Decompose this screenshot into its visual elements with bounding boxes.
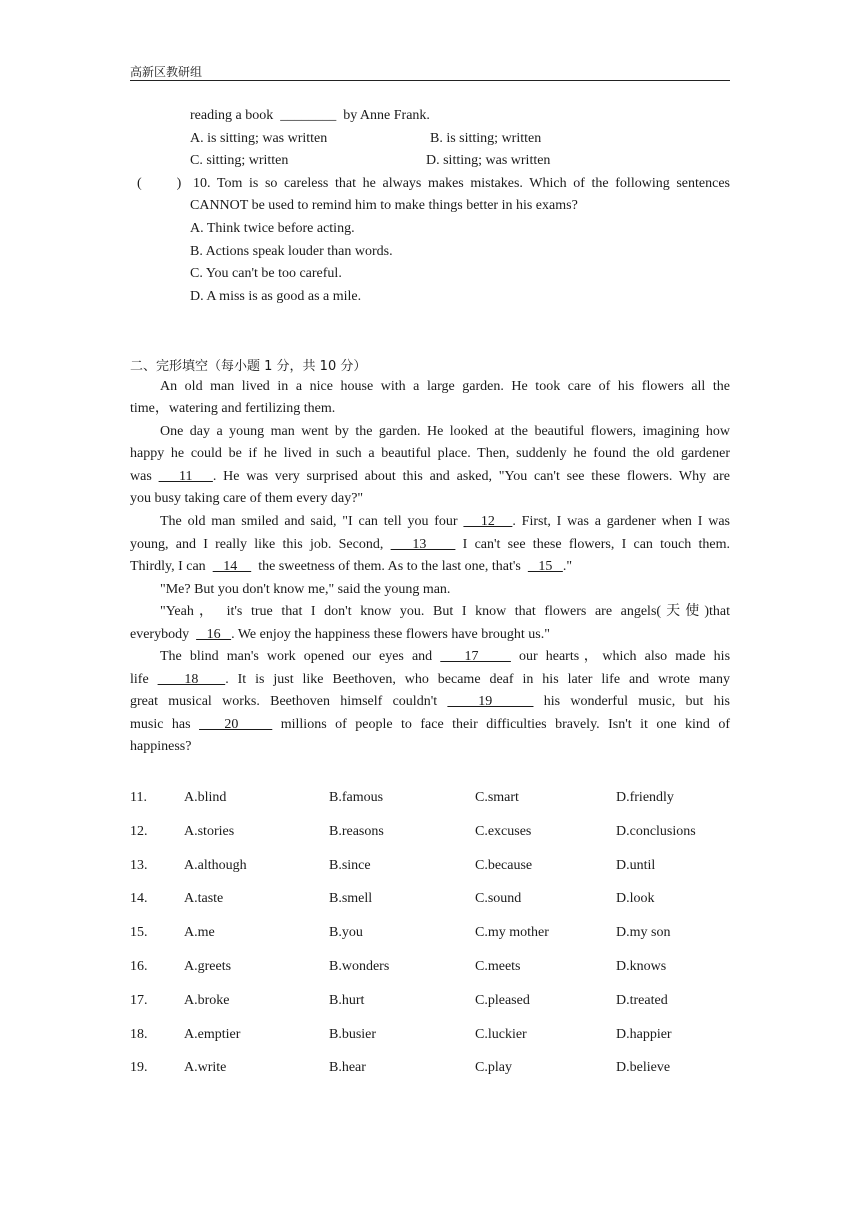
passage-text: I can't see these flowers, I can touch them. — [462, 537, 731, 552]
q9-option-d: D. sitting; was written — [426, 153, 551, 168]
choice-option-a: A.greets — [184, 959, 232, 974]
blank-11: 11 — [158, 469, 213, 484]
blank-18: 18 — [157, 672, 226, 687]
passage-text: everybody — [130, 627, 190, 642]
passage-line: "Me? But you don't know me," said the young man. — [160, 582, 451, 597]
choice-option-a: A.emptier — [184, 1027, 241, 1042]
passage-line — [160, 649, 730, 665]
choice-option-c: C.meets — [475, 959, 521, 974]
choice-option-b: B.reasons — [329, 824, 384, 839]
passage-text: ." — [562, 559, 573, 574]
choice-option-c: C.play — [475, 1060, 512, 1075]
passage-line — [130, 717, 730, 733]
choice-number: 18. — [130, 1027, 148, 1042]
passage-text: his wonderful music, but his — [543, 694, 731, 709]
passage-line — [130, 537, 730, 553]
passage-text: Thirdly, I can — [130, 559, 206, 574]
passage-text: . It is just like Beethoven, who became deaf in his later life and wrote many — [225, 672, 731, 687]
choice-option-d: D.conclusions — [616, 824, 696, 839]
choice-option-a: A.although — [184, 858, 247, 873]
blank-15: 15 — [527, 559, 563, 574]
passage-line — [130, 559, 572, 575]
page-header — [130, 62, 730, 81]
blank-12: 12 — [463, 514, 513, 529]
choice-option-a: A.me — [184, 925, 215, 940]
choice-option-d: D.believe — [616, 1060, 671, 1075]
choice-option-d: D.treated — [616, 993, 668, 1008]
choice-option-d: D.my son — [616, 925, 671, 940]
passage-text: . He was very surprised about this and asked, "You can't see these flowers. Why are — [212, 469, 731, 484]
choice-option-d: D.friendly — [616, 790, 674, 805]
choice-option-a: A.stories — [184, 824, 235, 839]
choice-option-b: B.busier — [329, 1027, 377, 1042]
passage-line — [160, 514, 730, 530]
header-title: 高新区教研组 — [130, 65, 203, 79]
blank-13: 13 — [390, 537, 456, 552]
passage-line: An old man lived in a nice house with a large garden. He took care of his flowers all the — [160, 379, 730, 394]
choice-option-a: A.taste — [184, 891, 224, 906]
choice-option-c: C.because — [475, 858, 533, 873]
passage-text: The old man smiled and said, "I can tell you four — [160, 514, 458, 529]
choice-number: 14. — [130, 891, 148, 906]
passage-text: life — [130, 672, 149, 687]
passage-line: you busy taking care of them every day?" — [130, 491, 364, 506]
choice-option-c: C.pleased — [475, 993, 530, 1008]
choice-option-d: D.look — [616, 891, 655, 906]
choice-option-a: A.blind — [184, 790, 227, 805]
passage-line — [130, 627, 550, 643]
blank-17: 17 — [440, 649, 511, 664]
passage-line: happiness? — [130, 739, 192, 754]
q9-stem-a: reading a book — [190, 108, 274, 123]
choice-number: 13. — [130, 858, 148, 873]
q10-option-c: C. You can't be too careful. — [190, 266, 342, 281]
choice-number: 15. — [130, 925, 148, 940]
passage-line — [130, 672, 730, 688]
choice-option-b: B.you — [329, 925, 363, 940]
choice-option-c: C.excuses — [475, 824, 532, 839]
blank-20: 20 — [199, 717, 273, 732]
passage-line: "Yeah， it's true that I don't know you. But I know that flowers are angels(天使)that — [160, 604, 730, 619]
passage-text: our hearts，which also made his — [518, 649, 731, 664]
choice-option-b: B.smell — [329, 891, 373, 906]
choice-option-a: A.broke — [184, 993, 230, 1008]
choice-option-b: B.famous — [329, 790, 384, 805]
q9-stem-b: by Anne Frank. — [343, 108, 430, 123]
choice-number: 17. — [130, 993, 148, 1008]
passage-text: great musical works. Beethoven himself couldn't — [130, 694, 438, 709]
passage-line — [130, 694, 730, 710]
choice-option-b: B.wonders — [329, 959, 390, 974]
blank-19: 19 — [447, 694, 534, 709]
choice-option-c: C.sound — [475, 891, 522, 906]
passage-line: time，watering and fertilizing them. — [130, 401, 336, 416]
passage-line: One day a young man went by the garden. He looked at the beautiful flowers, imagining how — [160, 424, 730, 439]
choice-option-b: B.hear — [329, 1060, 366, 1075]
q9-option-a: A. is sitting; was written — [190, 131, 328, 146]
passage-text: . We enjoy the happiness these flowers have brought us." — [231, 627, 550, 642]
choice-number: 12. — [130, 824, 148, 839]
q9-blank: ________ — [280, 108, 337, 123]
passage-text: young, and I really like this job. Second, — [130, 537, 384, 552]
passage-text: music has — [130, 717, 191, 732]
choice-option-d: D.happier — [616, 1027, 672, 1042]
q10-answer-paren: ( ) — [137, 176, 182, 191]
q9-option-c: C. sitting; written — [190, 153, 289, 168]
choice-number: 16. — [130, 959, 148, 974]
choice-option-c: C.luckier — [475, 1027, 527, 1042]
choice-option-d: D.until — [616, 858, 656, 873]
passage-text: The blind man's work opened our eyes and — [160, 649, 433, 664]
q10-line1: 10. Tom is so careless that he always makes mistakes. Which of the following sentences — [193, 176, 730, 191]
passage-text: millions of people to face their difficulties bravely. Isn't it one kind of — [280, 717, 731, 732]
choice-option-d: D.knows — [616, 959, 667, 974]
blank-14: 14 — [212, 559, 252, 574]
choice-number: 19. — [130, 1060, 148, 1075]
section-heading: 二、完形填空（每小题 1 分，共 10 分） — [130, 359, 367, 374]
q10-line2: CANNOT be used to remind him to make things better in his exams? — [190, 198, 578, 213]
passage-line — [130, 469, 730, 485]
passage-text: was — [130, 469, 152, 484]
passage-text: the sweetness of them. As to the last one, that's — [258, 559, 521, 574]
q10-option-b: B. Actions speak louder than words. — [190, 244, 393, 259]
choice-option-b: B.hurt — [329, 993, 365, 1008]
choice-option-c: C.smart — [475, 790, 519, 805]
q10-option-d: D. A miss is as good as a mile. — [190, 289, 362, 304]
blank-16: 16 — [196, 627, 232, 642]
passage-text: . First, I was a gardener when I was — [512, 514, 730, 529]
passage-line: happy he could be if he lived in such a beautiful place. Then, suddenly he found the old gardener — [130, 446, 730, 461]
q9-stem — [190, 108, 430, 124]
choice-option-c: C.my mother — [475, 925, 549, 940]
choice-number: 11. — [130, 790, 147, 805]
q10-option-a: A. Think twice before acting. — [190, 221, 355, 236]
choice-option-a: A.write — [184, 1060, 227, 1075]
q9-option-b: B. is sitting; written — [430, 131, 542, 146]
choice-option-b: B.since — [329, 858, 371, 873]
